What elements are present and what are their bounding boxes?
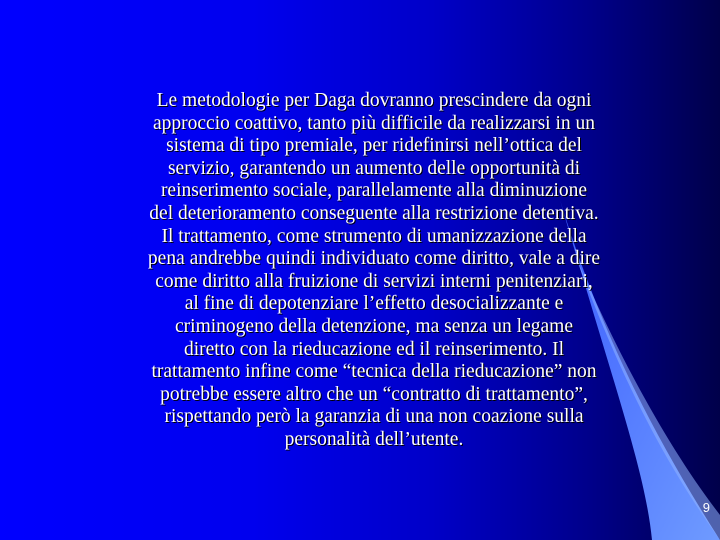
- body-text-line: diretto con la rieducazione ed il reinserimento. Il: [183, 338, 565, 360]
- body-text-line: Le metodologie per Daga dovranno prescindere da ogni: [156, 90, 592, 111]
- body-text-line: come diritto alla fruizione di servizi interni penitenziari,: [155, 270, 593, 292]
- body-text-line: personalità dell’utente.: [284, 428, 464, 450]
- body-text-line: servizio, garantendo un aumento delle opportunità di: [167, 157, 581, 179]
- body-text-line: pena andrebbe quindi individuato come diritto, vale a dire: [147, 248, 601, 270]
- body-text-line: criminogeno della detenzione, ma senza un legame: [175, 315, 573, 337]
- body-text-line: al fine di depotenziare l’effetto desocializzante e: [184, 293, 564, 315]
- body-text-line: trattamento infine come “tecnica della rieducazione” non: [151, 361, 597, 383]
- body-text-line: del deterioramento conseguente alla restrizione detentiva.: [149, 202, 599, 224]
- slide-body-text: [88, 90, 660, 452]
- body-text-line: potrebbe essere altro che un “contratto di trattamento”,: [160, 383, 588, 405]
- page-number: 9: [702, 500, 710, 515]
- body-text-line: approccio coattivo, tanto più difficile da realizzarsi in un: [152, 112, 596, 134]
- body-text-line: sistema di tipo premiale, per ridefinirsi nell’ottica del: [166, 135, 582, 157]
- body-text-line: rispettando però la garanzia di una non coazione sulla: [164, 406, 584, 428]
- body-text-line: Il trattamento, come strumento di umanizzazione della: [161, 225, 587, 247]
- body-text-line: reinserimento sociale, parallelamente alla diminuzione: [160, 180, 588, 202]
